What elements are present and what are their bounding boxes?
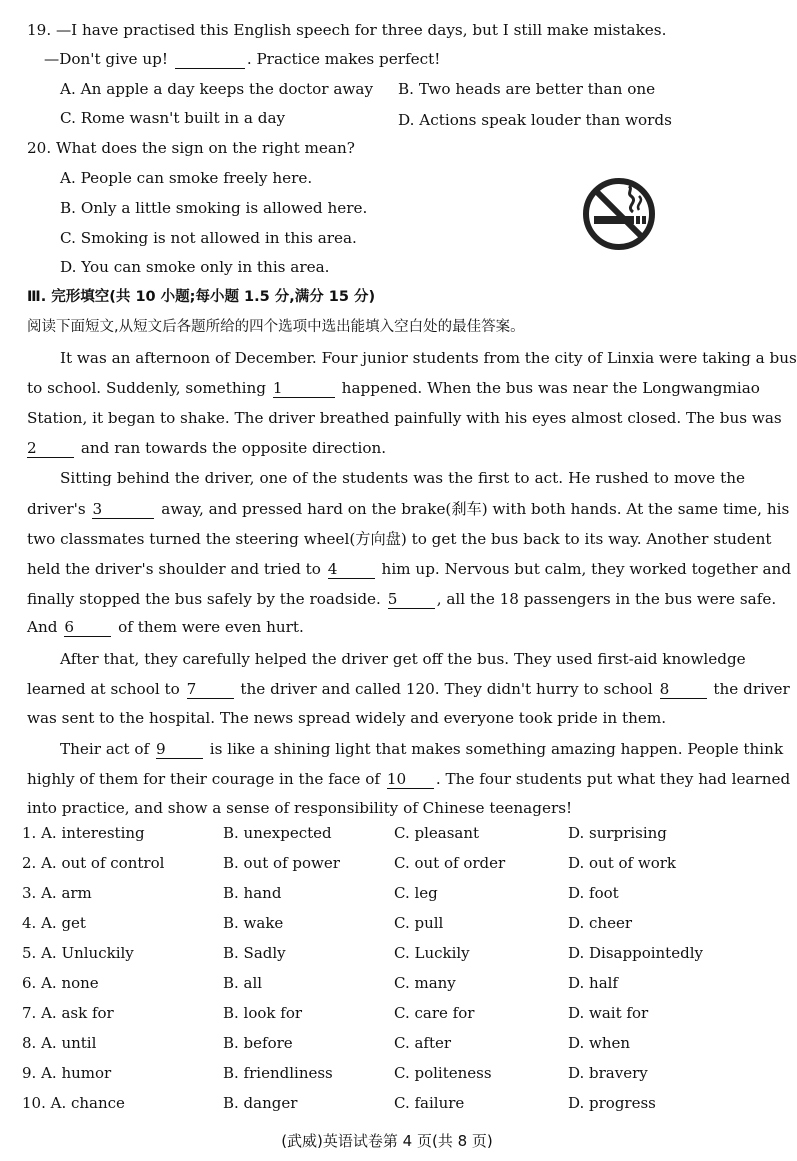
choice-c: C. politeness <box>394 1064 492 1082</box>
choice-d: D. out of work <box>568 854 676 872</box>
passage-p2-line3: two classmates turned the steering wheel(方向盘) to get the bus back to its way. Another student <box>27 530 772 548</box>
blank-7: 7 <box>187 681 234 699</box>
q19-stem: 19. —I have practised this English speech for three days, but I still make mistakes. <box>27 21 667 39</box>
blank-9: 9 <box>156 741 203 759</box>
choice-d: D. cheer <box>568 914 633 932</box>
choice-a: 4. A. get <box>22 914 86 932</box>
section-title: Ⅲ. 完形填空(共 10 小题;每小题 1.5 分,满分 15 分) <box>27 289 376 305</box>
q20-option-d: D. You can smoke only in this area. <box>60 258 330 276</box>
choice-b: B. friendliness <box>223 1064 333 1082</box>
choice-b: B. all <box>223 974 263 992</box>
q19-option-b: B. Two heads are better than one <box>398 80 656 98</box>
passage-p2-line6: And 6 of them were even hurt. <box>27 618 304 636</box>
q20-option-c: C. Smoking is not allowed in this area. <box>60 229 357 247</box>
q19-response: —Don't give up! . Practice makes perfect! <box>44 50 441 68</box>
passage-p1-line2: to school. Suddenly, something 1 happened. When the bus was near the Longwangmiao <box>27 379 760 397</box>
blank-8: 8 <box>660 681 707 699</box>
passage-p2-line1: Sitting behind the driver, one of the students was the first to act. He rushed to move the <box>60 469 745 487</box>
choice-a: 2. A. out of control <box>22 854 165 872</box>
q19-option-d: D. Actions speak louder than words <box>398 111 672 129</box>
choice-c: C. pull <box>394 914 444 932</box>
choice-a: 10. A. chance <box>22 1094 125 1112</box>
choice-a: 9. A. humor <box>22 1064 112 1082</box>
blank-6: 6 <box>64 619 111 637</box>
passage-p4-line3: into practice, and show a sense of responsibility of Chinese teenagers! <box>27 799 573 817</box>
blank-4: 4 <box>328 561 375 579</box>
choice-a: 5. A. Unluckily <box>22 944 134 962</box>
passage-p3-line2: learned at school to 7 the driver and called 120. They didn't hurry to school 8 the driver <box>27 680 790 698</box>
blank-2: 2 <box>27 440 74 458</box>
passage-p4-line1: Their act of 9 is like a shining light that makes something amazing happen. People think <box>60 740 784 758</box>
passage-p3-line1: After that, they carefully helped the driver get off the bus. They used first-aid knowledge <box>60 650 746 668</box>
passage-p2-line4: held the driver's shoulder and tried to 4 him up. Nervous but calm, they worked together and <box>27 560 792 578</box>
passage-p2-line2: driver's 3 away, and pressed hard on the brake(刹车) with both hands. At the same time, his <box>27 500 790 518</box>
choice-a: 6. A. none <box>22 974 99 992</box>
q20-option-a: A. People can smoke freely here. <box>60 169 313 187</box>
q19-option-a: A. An apple a day keeps the doctor away <box>60 80 374 98</box>
passage-p4-line2: highly of them for their courage in the face of 10 . The four students put what they had learned <box>27 770 791 788</box>
choice-b: B. unexpected <box>223 824 332 842</box>
passage-p1-line3: Station, it began to shake. The driver breathed painfully with his eyes almost closed. The bus was <box>27 409 782 427</box>
passage-p3-line3: was sent to the hospital. The news spread widely and everyone took pride in them. <box>27 709 667 727</box>
choice-d: D. bravery <box>568 1064 648 1082</box>
choice-a: 3. A. arm <box>22 884 92 902</box>
choice-d: D. half <box>568 974 618 992</box>
choice-c: C. Luckily <box>394 944 470 962</box>
choice-d: D. surprising <box>568 824 667 842</box>
choice-c: C. after <box>394 1034 452 1052</box>
blank-1: 1 <box>273 380 335 398</box>
no-smoking-icon <box>581 176 657 252</box>
choice-b: B. look for <box>223 1004 303 1022</box>
choice-a: 1. A. interesting <box>22 824 145 842</box>
passage-p1-line4: 2 and ran towards the opposite direction. <box>27 439 387 457</box>
choice-b: B. before <box>223 1034 293 1052</box>
choice-b: B. danger <box>223 1094 298 1112</box>
choice-c: C. leg <box>394 884 438 902</box>
passage-p2-line5: finally stopped the bus safely by the roadside. 5 , all the 18 passengers in the bus were safe. <box>27 590 777 608</box>
q20-stem: 20. What does the sign on the right mean? <box>27 139 355 157</box>
choice-b: B. out of power <box>223 854 340 872</box>
choice-a: 7. A. ask for <box>22 1004 114 1022</box>
choice-b: B. wake <box>223 914 284 932</box>
page-footer: (武威)英语试卷第 4 页(共 8 页) <box>281 1132 493 1150</box>
choice-b: B. Sadly <box>223 944 286 962</box>
choice-d: D. Disappointedly <box>568 944 703 962</box>
q19-option-c: C. Rome wasn't built in a day <box>60 109 286 127</box>
choice-c: C. failure <box>394 1094 465 1112</box>
choice-a: 8. A. until <box>22 1034 97 1052</box>
choice-d: D. foot <box>568 884 619 902</box>
section-instruction: 阅读下面短文,从短文后各题所给的四个选项中选出能填入空白处的最佳答案。 <box>27 319 525 335</box>
choice-d: D. wait for <box>568 1004 649 1022</box>
q20-option-b: B. Only a little smoking is allowed here. <box>60 199 368 217</box>
choice-c: C. out of order <box>394 854 506 872</box>
blank-5: 5 <box>388 591 435 609</box>
blank-3: 3 <box>92 501 154 519</box>
choice-d: D. when <box>568 1034 631 1052</box>
choice-c: C. many <box>394 974 456 992</box>
passage-p1-line1: It was an afternoon of December. Four junior students from the city of Linxia were taking a bus <box>60 349 797 367</box>
q19-blank <box>175 51 245 69</box>
blank-10: 10 <box>387 771 434 789</box>
choice-d: D. progress <box>568 1094 656 1112</box>
choice-c: C. care for <box>394 1004 475 1022</box>
choice-b: B. hand <box>223 884 282 902</box>
choice-c: C. pleasant <box>394 824 480 842</box>
